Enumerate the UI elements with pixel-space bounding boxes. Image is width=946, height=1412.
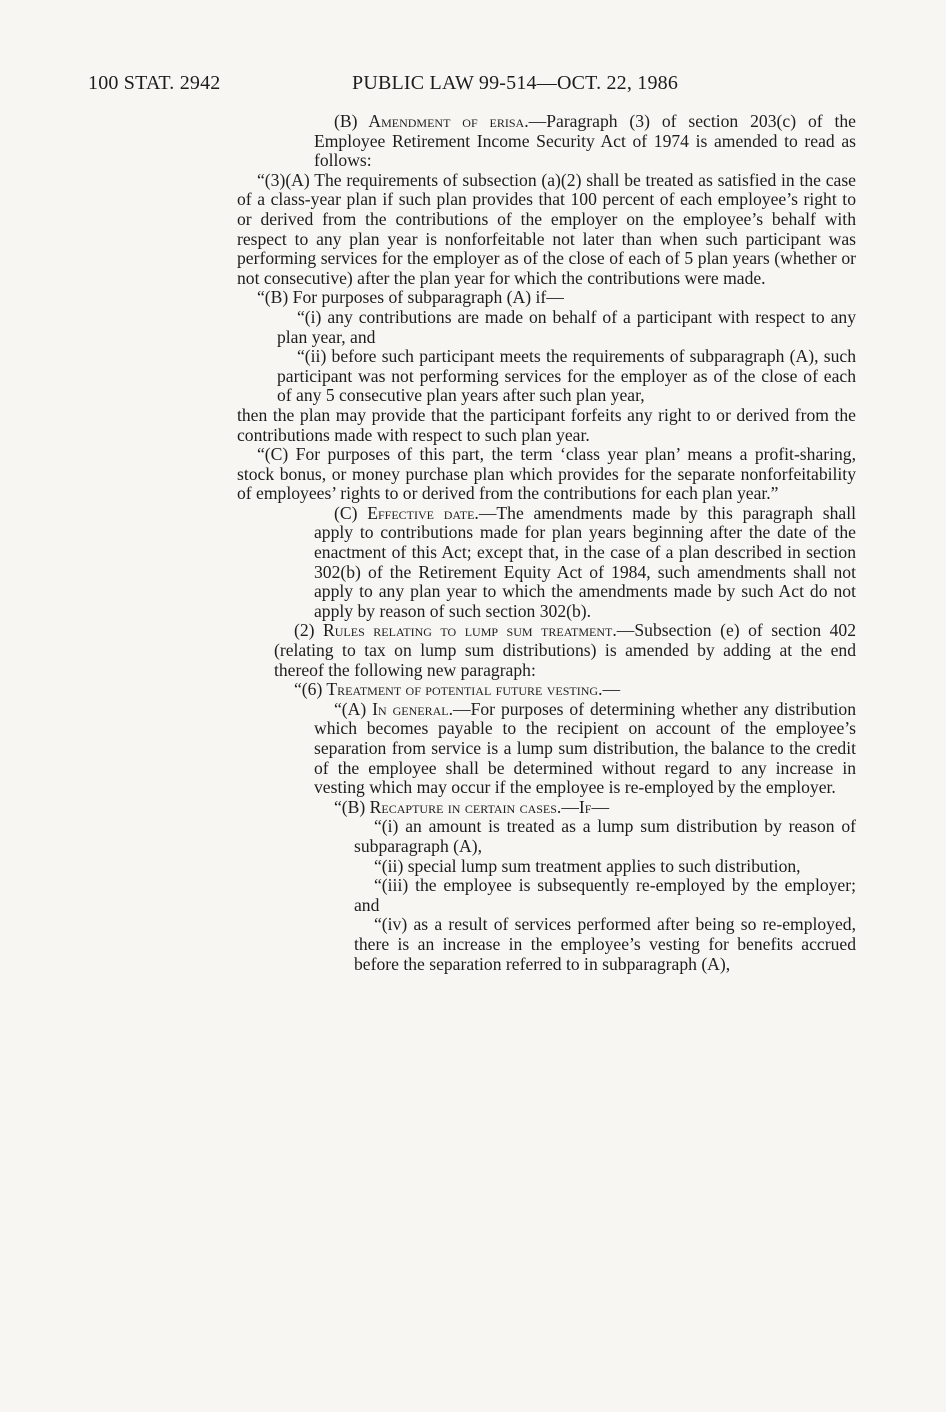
quoted-paragraph-3a: “(3)(A) The requirements of subsection (a)(2) shall be treated as satisfied in the case of a class-year plan if such plan provides that 100 percent of each employee’s right to or derived from the contributions of the employer on the employee’s behalf with respect to any plan year is nonforfeitable not later than when such participant was performing services for the employer as of the close of each of 5 plan years (whether or not consecutive) after the plan year for which the contributions were made. — [237, 169, 856, 288]
paragraph-2-rules-lump-sum — [274, 621, 856, 680]
quoted-paragraph-6-heading — [274, 680, 856, 700]
paragraph-text: —The amendments made by this paragraph shall apply to contributions made for plan years beginning after the date of the enactment of this Act; except that, in the case of a plan described in section 302(b) of the Retirement Equity Act of 1984, such amendments shall not apply to any plan year to which the amendments made by such Act do not apply by reason of such section 302(b). — [314, 502, 856, 621]
quoted-clause-ii: “(ii) before such participant meets the requirements of subparagraph (A), such participant was not performing services for the employer as of the close of each of any 5 consecutive plan years after such plan year, — [277, 346, 856, 406]
flush-language: then the plan may provide that the participant forfeits any right to or derived from the contributions made with respect to such plan year. — [237, 404, 856, 445]
paragraph-c-effective-date — [314, 504, 856, 622]
heading-treatment-future-vesting: “(6) Treatment of potential future vesting.— — [294, 679, 621, 700]
heading-effective-date: (C) Effective date. — [334, 502, 479, 523]
heading-rules-lump-sum: (2) Rules relating to lump sum treatment. — [294, 620, 617, 641]
heading-amendment-of-erisa: (B) Amendment of erisa. — [334, 111, 529, 131]
paragraph-text: —Subsection (e) of section 402 (relating to tax on lump sum distributions) is amended by adding at the end thereof the following new paragraph: — [274, 620, 857, 680]
public-law-citation: PUBLIC LAW 99-514—OCT. 22, 1986 — [352, 72, 679, 94]
paragraph-text: —Paragraph (3) of section 203(c) of the Employee Retirement Income Security Act of 1974 is amended to read as follows: — [314, 111, 856, 171]
quoted-subparagraph-b-recapture — [314, 798, 856, 818]
statute-page-number: 100 STAT. 2942 — [88, 72, 221, 94]
recapture-clause-ii: “(ii) special lump sum treatment applies to such distribution, — [374, 855, 801, 876]
quoted-clause-i: “(i) any contributions are made on behalf of a participant with respect to any plan year, and — [277, 306, 856, 347]
page-header — [88, 72, 888, 98]
recapture-clause-iii: “(iii) the employee is subsequently re-employed by the employer; and — [354, 875, 856, 915]
paragraph-b-amendment-of-erisa — [314, 112, 856, 171]
paragraph-text: —For purposes of determining whether any distribution which becomes payable to the recipient on account of the employee’s separation from service is a lump sum distribution, the balance to the credit of the employee shall be determined without regard to any increase in vesting which may occur if the employee is re-employed by the employer. — [314, 698, 856, 798]
heading-recapture: “(B) Recapture in certain cases.—If— — [334, 796, 610, 817]
recapture-clause-iv: “(iv) as a result of services performed after being so re-employed, there is an increase in the employee’s vesting for benefits accrued before the separation referred to in subparagraph (A), — [354, 914, 856, 974]
recapture-clause-i: “(i) an amount is treated as a lump sum distribution by reason of subparagraph (A), — [354, 816, 856, 856]
document-body — [237, 112, 856, 974]
quoted-subparagraph-a-in-general — [314, 700, 856, 798]
quoted-subparagraph-b: “(B) For purposes of subparagraph (A) if— — [257, 287, 564, 308]
heading-in-general: “(A) In general. — [334, 698, 453, 719]
quoted-subparagraph-c: “(C) For purposes of this part, the term ‘class year plan’ means a profit-sharing, stock bonus, or money purchase plan which provides for the separate nonforfeitability of employees’ rights to or derived from the contributions for each plan year.” — [237, 444, 856, 504]
